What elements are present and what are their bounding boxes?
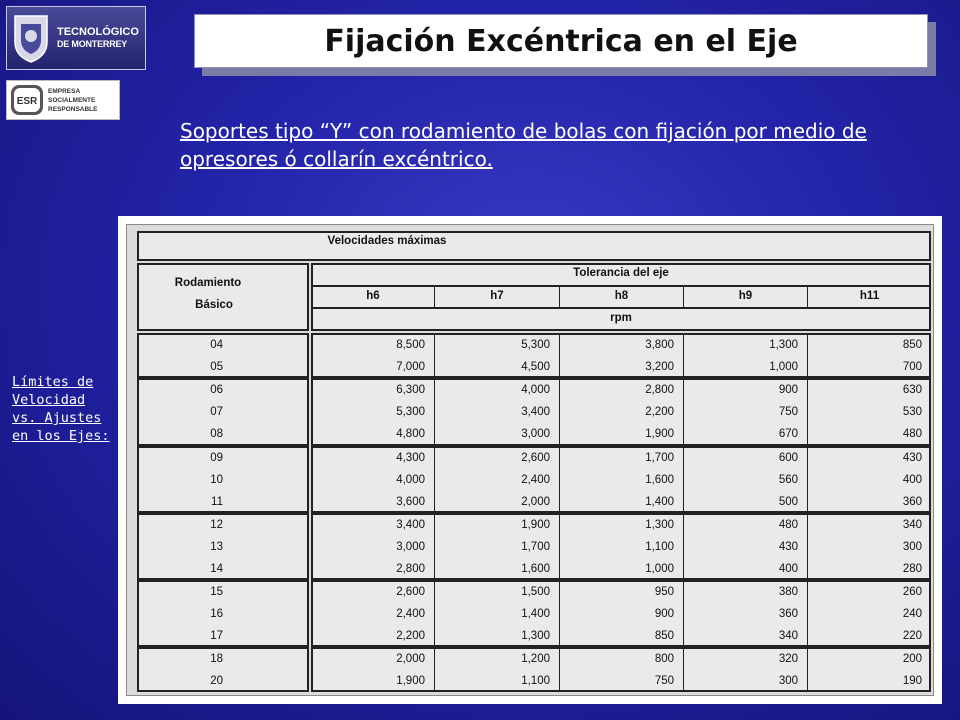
slide-title: Fijación Excéntrica en el Eje <box>324 23 798 59</box>
cell-13-h7: 1,700 <box>521 541 550 553</box>
cell-17-h8: 850 <box>654 630 674 642</box>
cell-12-h8: 1,300 <box>645 519 674 531</box>
cell-17-h6: 2,200 <box>396 630 425 642</box>
tolerance-header: Tolerancia del eje <box>573 267 669 279</box>
cell-15-h6: 2,600 <box>396 586 425 598</box>
cell-10-h6: 4,000 <box>396 474 425 486</box>
tec-logo-line1: TECNOLÓGICO <box>57 26 139 38</box>
cell-09-h6: 4,300 <box>396 452 425 464</box>
cell-07-h6: 5,300 <box>396 406 425 418</box>
cell-13-h11: 300 <box>902 541 922 553</box>
cell-06-h7: 4,000 <box>521 384 550 396</box>
rod-05: 05 <box>210 361 223 373</box>
tec-monterrey-logo <box>6 6 146 70</box>
speed-table-panel <box>118 216 942 704</box>
cell-15-h8: 950 <box>654 586 674 598</box>
rod-06: 06 <box>210 384 223 396</box>
col-header-h9: h9 <box>738 290 753 302</box>
cell-08-h9: 670 <box>778 428 798 440</box>
cell-08-h7: 3,000 <box>521 428 550 440</box>
side-note-link[interactable]: Límites de Velocidad vs. Ajustes en los Ejes: <box>12 374 110 444</box>
cell-10-h11: 400 <box>902 474 922 486</box>
cell-11-h8: 1,400 <box>645 496 674 508</box>
cell-14-h8: 1,000 <box>645 563 674 575</box>
cell-09-h8: 1,700 <box>645 452 674 464</box>
rodamiento-label: Rodamiento <box>174 277 242 289</box>
rod-13: 13 <box>210 541 223 553</box>
cell-17-h9: 340 <box>778 630 798 642</box>
rod-20: 20 <box>210 675 223 687</box>
cell-18-h11: 200 <box>902 653 922 665</box>
main-header: Velocidades máximas <box>327 235 447 247</box>
speed-table <box>126 224 934 696</box>
esr-line1: EMPRESA <box>48 87 81 95</box>
cell-11-h6: 3,600 <box>396 496 425 508</box>
cell-14-h9: 400 <box>778 563 798 575</box>
cell-09-h7: 2,600 <box>521 452 550 464</box>
cell-05-h6: 7,000 <box>396 361 425 373</box>
esr-logo <box>6 80 120 120</box>
cell-16-h8: 900 <box>654 608 674 620</box>
cell-12-h11: 340 <box>902 519 922 531</box>
cell-09-h11: 430 <box>902 452 922 464</box>
cell-07-h9: 750 <box>778 406 798 418</box>
esr-line3: RESPONSABLE <box>48 105 98 113</box>
esr-line2: SOCIALMENTE <box>48 96 96 104</box>
cell-20-h7: 1,100 <box>521 675 550 687</box>
cell-20-h9: 300 <box>778 675 798 687</box>
col-divider <box>807 333 808 692</box>
rod-18: 18 <box>210 653 223 665</box>
cell-18-h6: 2,000 <box>396 653 425 665</box>
tolerance-divider-top <box>311 285 931 287</box>
cell-14-h7: 1,600 <box>521 563 550 575</box>
cell-17-h7: 1,300 <box>521 630 550 642</box>
rod-15: 15 <box>210 586 223 598</box>
cell-11-h11: 360 <box>902 496 922 508</box>
rod-17: 17 <box>210 630 223 642</box>
cell-08-h6: 4,800 <box>396 428 425 440</box>
cell-20-h11: 190 <box>902 675 922 687</box>
col-divider <box>683 333 684 692</box>
cell-13-h8: 1,100 <box>645 541 674 553</box>
tec-logo-line2: DE MONTERREY <box>57 39 128 49</box>
cell-04-h7: 5,300 <box>521 339 550 351</box>
rod-14: 14 <box>210 563 223 575</box>
col-header-h11: h11 <box>859 290 880 302</box>
cell-04-h8: 3,800 <box>645 339 674 351</box>
cell-12-h7: 1,900 <box>521 519 550 531</box>
col-divider <box>559 333 560 692</box>
cell-12-h6: 3,400 <box>396 519 425 531</box>
cell-10-h9: 560 <box>778 474 798 486</box>
cell-16-h7: 1,400 <box>521 608 550 620</box>
basico-label: Básico <box>195 299 233 311</box>
cell-18-h7: 1,200 <box>521 653 550 665</box>
col-header-h7: h7 <box>490 290 504 302</box>
rod-10: 10 <box>210 474 223 486</box>
cell-05-h9: 1,000 <box>769 361 798 373</box>
cell-04-h11: 850 <box>902 339 922 351</box>
rod-16: 16 <box>210 608 223 620</box>
cell-10-h8: 1,600 <box>645 474 674 486</box>
title-box <box>194 14 928 68</box>
cell-20-h6: 1,900 <box>396 675 425 687</box>
cell-04-h9: 1,300 <box>769 339 798 351</box>
rod-09: 09 <box>210 452 223 464</box>
crest-icon <box>11 12 51 64</box>
rod-11: 11 <box>211 496 223 508</box>
cell-11-h7: 2,000 <box>521 496 550 508</box>
col-header-h6: h6 <box>366 290 380 302</box>
unit-label: rpm <box>610 312 632 324</box>
cell-07-h11: 530 <box>902 406 922 418</box>
cell-12-h9: 480 <box>778 519 798 531</box>
col-header-h8: h8 <box>614 290 629 302</box>
cell-05-h7: 4,500 <box>521 361 550 373</box>
cell-13-h6: 3,000 <box>396 541 425 553</box>
cell-07-h7: 3,400 <box>521 406 550 418</box>
cell-08-h11: 480 <box>902 428 922 440</box>
cell-18-h8: 800 <box>654 653 674 665</box>
cell-11-h9: 500 <box>778 496 798 508</box>
rodamiento-header-box <box>137 263 309 331</box>
subtitle: Soportes tipo “Y” con rodamiento de bolas con fijación por medio de opresores ó collarín excéntrico. <box>180 119 867 171</box>
cell-06-h11: 630 <box>902 384 922 396</box>
cell-09-h9: 600 <box>778 452 798 464</box>
cell-15-h9: 380 <box>778 586 798 598</box>
cell-18-h9: 320 <box>778 653 798 665</box>
cell-05-h8: 3,200 <box>645 361 674 373</box>
rod-12: 12 <box>210 519 223 531</box>
col-divider <box>434 333 435 692</box>
rod-08: 08 <box>210 428 223 440</box>
cell-05-h11: 700 <box>902 361 922 373</box>
cell-16-h9: 360 <box>778 608 798 620</box>
cell-07-h8: 2,200 <box>645 406 674 418</box>
cell-06-h8: 2,800 <box>645 384 674 396</box>
cell-04-h6: 8,500 <box>396 339 425 351</box>
esr-badge-text: ESR <box>16 96 38 107</box>
cell-15-h11: 260 <box>902 586 922 598</box>
cell-17-h11: 220 <box>902 630 922 642</box>
rod-07: 07 <box>210 406 223 418</box>
esr-badge-icon <box>10 84 44 116</box>
cell-14-h11: 280 <box>902 563 922 575</box>
cell-20-h8: 750 <box>654 675 674 687</box>
cell-13-h9: 430 <box>778 541 798 553</box>
cell-06-h9: 900 <box>778 384 798 396</box>
tolerance-divider-bottom <box>311 307 931 309</box>
cell-16-h6: 2,400 <box>396 608 425 620</box>
cell-15-h7: 1,500 <box>521 586 550 598</box>
rod-04: 04 <box>210 339 223 351</box>
cell-06-h6: 6,300 <box>396 384 425 396</box>
cell-10-h7: 2,400 <box>521 474 550 486</box>
cell-08-h8: 1,900 <box>645 428 674 440</box>
cell-14-h6: 2,800 <box>396 563 425 575</box>
cell-16-h11: 240 <box>902 608 922 620</box>
